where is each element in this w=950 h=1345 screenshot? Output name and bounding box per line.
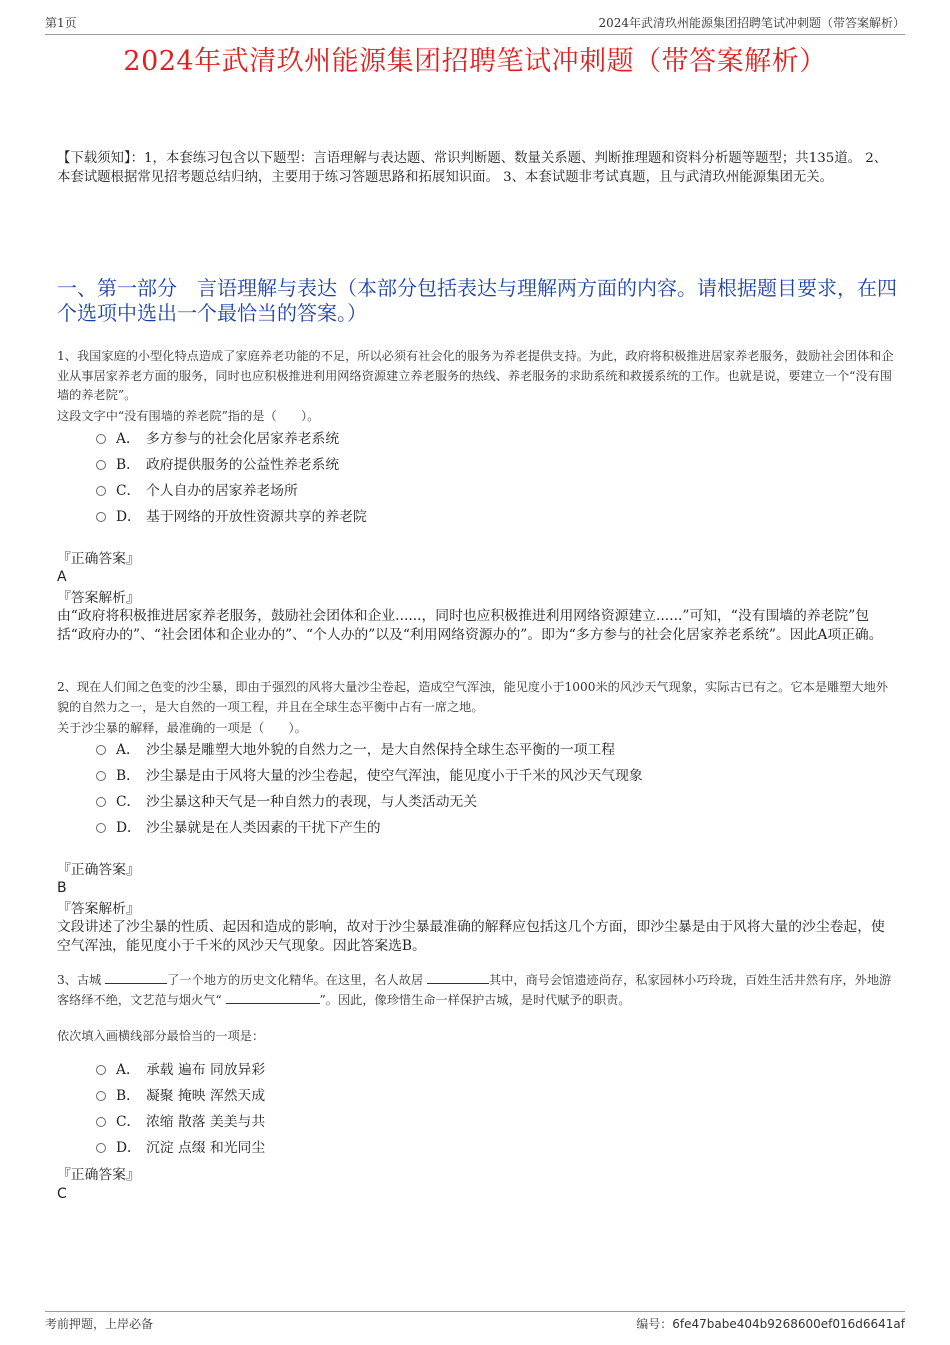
radio-icon[interactable] — [96, 1091, 106, 1101]
question-1-prompt: 这段文字中“没有围墙的养老院”指的是（ ）。 — [57, 409, 320, 423]
radio-icon[interactable] — [96, 460, 106, 470]
fill-blank — [427, 971, 489, 984]
header-doc-title: 2024年武清玖州能源集团招聘笔试冲刺题（带答案解析） — [598, 16, 905, 30]
question-1-option-b[interactable]: B． 政府提供服务的公益性养老系统 — [96, 454, 339, 476]
radio-icon[interactable] — [96, 1065, 106, 1075]
question-2-text: 2、现在人们闻之色变的沙尘暴，即由于强烈的风将大量沙尘卷起，造成空气浑浊，能见度小于1000米的风沙天气现象，实际古已有之。它本是雕塑大地外貌的自然力之一，是大自然的一项工程，并且在全球生态平衡中占有一席之地。 — [57, 680, 888, 714]
question-3-prompt: 依次填入画横线部分最恰当的一项是： — [57, 1029, 265, 1043]
question-2-option-a[interactable]: A． 沙尘暴是雕塑大地外貌的自然力之一，是大自然保持全球生态平衡的一项工程 — [96, 739, 615, 761]
question-3-option-a[interactable]: A． 承载 遍布 同放异彩 — [96, 1059, 265, 1081]
question-1-option-c[interactable]: C． 个人自办的居家养老场所 — [96, 480, 298, 502]
question-3-answer-label: 『正确答案』 — [57, 1167, 140, 1183]
fill-blank — [105, 971, 167, 984]
question-2-answer-label: 『正确答案』 — [57, 862, 140, 878]
radio-icon[interactable] — [96, 434, 106, 444]
question-1-text: 1、我国家庭的小型化特点造成了家庭养老功能的不足，所以必须有社会化的服务为养老提供支持。为此，政府将积极推进居家养老服务，鼓励社会团体和企业从事居家养老方面的服务，同时也应积极推进利用网络资源建立养老服务的热线、养老服务的求助系统和救援系统的工作。也就是说，要建立一个“没有围墙的养老院”。 — [57, 349, 894, 403]
fill-blank — [226, 991, 320, 1004]
question-3-text: 3、古城 了一个地方的历史文化精华。在这里，名人故居 其中，商号会馆遗迹尚存，私家园林小巧玲珑，百姓生活井然有序，外地游客络绎不绝，文艺范与烟火气“ ”。因此，像珍惜生命一样保护古城，是时代赋予的职责。 — [57, 973, 892, 1007]
page-header — [45, 14, 905, 35]
radio-icon[interactable] — [96, 771, 106, 781]
question-3-option-b[interactable]: B． 凝聚 掩映 浑然天成 — [96, 1085, 265, 1107]
question-2-analysis: 文段讲述了沙尘暴的性质、起因和造成的影响，故对于沙尘暴最准确的解释应包括这几个方面，即沙尘暴是由于风将大量的沙尘卷起，使空气浑浊，能见度小于千米的风沙天气现象。因此答案选B。 — [57, 919, 885, 954]
radio-icon[interactable] — [96, 1117, 106, 1127]
question-3-option-d[interactable]: D． 沉淀 点缀 和光同尘 — [96, 1137, 265, 1159]
question-2-prompt: 关于沙尘暴的解释，最准确的一项是（ ）。 — [57, 721, 307, 735]
radio-icon[interactable] — [96, 1143, 106, 1153]
question-2-answer: B — [57, 880, 67, 896]
question-1-answer: A — [57, 569, 67, 585]
question-1-option-a[interactable]: A． 多方参与的社会化居家养老系统 — [96, 428, 339, 450]
radio-icon[interactable] — [96, 823, 106, 833]
footer-slogan: 考前押题，上岸必备 — [45, 1317, 154, 1331]
radio-icon[interactable] — [96, 797, 106, 807]
page-number: 第1页 — [45, 16, 77, 30]
radio-icon[interactable] — [96, 486, 106, 496]
radio-icon[interactable] — [96, 745, 106, 755]
radio-icon[interactable] — [96, 512, 106, 522]
page-footer — [45, 1311, 905, 1334]
question-1-analysis: 由“政府将积极推进居家养老服务，鼓励社会团体和企业......，同时也应积极推进利用网络资源建立......”可知，“没有围墙的养老院”包括“政府办的”、“社会团体和企业办的”、“个人办的”以及“利用网络资源办的”。即为“多方参与的社会化居家养老系统”。因此A项正确。 — [57, 608, 883, 643]
question-2-option-d[interactable]: D． 沙尘暴就是在人类因素的干扰下产生的 — [96, 817, 381, 839]
question-1-analysis-label: 『答案解析』 — [57, 590, 140, 606]
document-title: 2024年武清玖州能源集团招聘笔试冲刺题（带答案解析） — [123, 46, 827, 77]
question-2-option-c[interactable]: C． 沙尘暴这种天气是一种自然力的表现，与人类活动无关 — [96, 791, 477, 813]
footer-doc-code: 编号：6fe47babe404b9268600ef016d6641af — [636, 1317, 905, 1331]
question-2-option-b[interactable]: B． 沙尘暴是由于风将大量的沙尘卷起，使空气浑浊，能见度小于千米的风沙天气现象 — [96, 765, 643, 787]
question-1-option-d[interactable]: D． 基于网络的开放性资源共享的养老院 — [96, 506, 367, 528]
section-heading: 一、第一部分 言语理解与表达（本部分包括表达与理解两方面的内容。请根据题目要求，在四个选项中选出一个最恰当的答案。） — [57, 276, 897, 325]
question-2-analysis-label: 『答案解析』 — [57, 901, 140, 917]
question-3-answer: C — [57, 1186, 67, 1202]
download-notice: 【下载须知】：1，本套练习包含以下题型：言语理解与表达题、常识判断题、数量关系题、判断推理题和资料分析题等题型；共135道。 2、本套试题根据常见招考题总结归纳，主要用于练习答题思路和拓展知识面。 3、本套试题非考试真题，且与武清玖州能源集团无关。 — [57, 151, 888, 185]
question-3-option-c[interactable]: C． 浓缩 散落 美美与共 — [96, 1111, 265, 1133]
question-1-answer-label: 『正确答案』 — [57, 551, 140, 567]
